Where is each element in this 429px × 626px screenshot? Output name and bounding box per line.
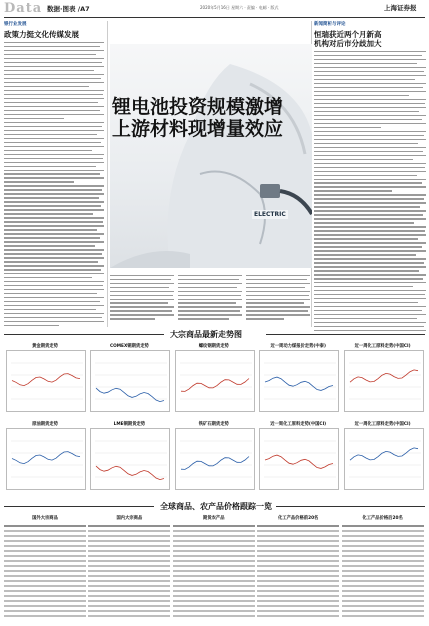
table-row — [4, 590, 86, 592]
table-row — [173, 540, 255, 542]
table-row — [342, 595, 424, 597]
car-charging-illustration — [110, 44, 312, 268]
chart-line-graphic — [345, 351, 423, 411]
table-row — [342, 585, 424, 587]
table-row — [173, 590, 255, 592]
table-row — [257, 545, 339, 547]
table-row — [4, 575, 86, 577]
table-row — [4, 530, 86, 532]
main-headline-line2: 上游材料现增量效应 — [112, 118, 284, 140]
table-row — [257, 615, 339, 617]
commodity-banner — [4, 329, 425, 341]
chart-title: 近一周化工原料走势(中国CI) — [270, 422, 327, 427]
table-row — [257, 555, 339, 557]
chart-line-graphic — [345, 429, 423, 489]
table-row — [88, 535, 170, 537]
chart-title: LME铜期货走势 — [113, 422, 146, 427]
table-row — [88, 605, 170, 607]
table-row — [257, 535, 339, 537]
right-kicker: 新闻简析与评论 — [314, 22, 346, 27]
electric-car-photo — [110, 44, 312, 268]
table-row — [4, 605, 86, 607]
table-row — [173, 610, 255, 612]
table-row — [88, 610, 170, 612]
table-row — [4, 585, 86, 587]
table-row — [342, 550, 424, 552]
table-header-row — [257, 525, 339, 527]
table-title: 化工产品价格后20名 — [362, 516, 403, 521]
commodity-banner-title: 大宗商品最新走势图 — [170, 330, 242, 339]
table-row — [4, 570, 86, 572]
table-header-row — [88, 525, 170, 527]
price-trend-line — [265, 455, 333, 468]
chart-plot-area — [344, 428, 424, 490]
commodity-chart — [173, 421, 255, 497]
table-title: 国内大宗商品 — [116, 516, 143, 521]
table-title: 国外大宗商品 — [32, 516, 58, 521]
table-row — [4, 595, 86, 597]
section-label: 数据·图表 /A7 — [47, 5, 90, 13]
table-row — [173, 585, 255, 587]
chart-line-graphic — [176, 351, 254, 411]
table-row — [173, 555, 255, 557]
commodity-chart — [173, 343, 255, 419]
table-row — [257, 565, 339, 567]
table-row — [257, 530, 339, 532]
table-row — [257, 590, 339, 592]
chart-title: 近一周化工原料走势(中国CI) — [354, 344, 411, 349]
table-row — [342, 545, 424, 547]
table-row — [88, 545, 170, 547]
chart-title: COMEX铜期货走势 — [109, 344, 149, 349]
price-trend-line — [96, 388, 164, 402]
table-row — [88, 585, 170, 587]
left-body-text — [4, 42, 104, 326]
table-row — [173, 575, 255, 577]
right-body-text — [314, 51, 426, 335]
commodity-chart — [342, 421, 424, 497]
table-row — [173, 530, 255, 532]
chart-title: 铁矿石期货走势 — [198, 422, 229, 427]
table-row — [257, 570, 339, 572]
main-body-col1 — [110, 272, 174, 320]
chart-plot-area — [259, 428, 339, 490]
table-row — [257, 560, 339, 562]
page-header — [0, 0, 429, 16]
table-row — [88, 560, 170, 562]
chart-title: 近一周动力煤报价走势(中泰) — [270, 344, 326, 349]
car-lettering: ELECTRIC — [254, 211, 286, 218]
table-row — [4, 600, 86, 602]
price-table — [173, 515, 255, 621]
table-header-row — [173, 525, 255, 527]
table-row — [173, 595, 255, 597]
table-row — [257, 600, 339, 602]
table-row — [257, 585, 339, 587]
table-row — [173, 550, 255, 552]
left-headline: 政策力挺文化传媒发展 — [4, 30, 79, 39]
table-row — [4, 540, 86, 542]
table-row — [88, 600, 170, 602]
table-header-row — [4, 525, 86, 527]
table-row — [173, 570, 255, 572]
table-row — [257, 540, 339, 542]
table-row — [88, 550, 170, 552]
section-brand-word: Data — [4, 1, 43, 16]
price-trend-line — [12, 452, 80, 464]
table-row — [342, 565, 424, 567]
table-row — [88, 530, 170, 532]
chart-title: 近一周化工原料走势(中国CI) — [354, 422, 411, 427]
table-row — [173, 615, 255, 617]
chart-title: 螺纹钢期货走势 — [198, 344, 229, 349]
table-header-row — [342, 525, 424, 527]
commodity-chart — [342, 343, 424, 419]
table-row — [342, 590, 424, 592]
global-prices-title: 全球商品、农产品价格跟踪一览 — [160, 502, 272, 511]
table-rows — [342, 522, 424, 617]
left-column — [4, 21, 104, 326]
price-table — [4, 515, 86, 621]
chart-title: 原油期货走势 — [32, 422, 58, 427]
chart-plot-area — [90, 428, 170, 490]
price-tables — [4, 515, 425, 623]
price-trend-line — [181, 379, 249, 392]
table-title: 期货农产品 — [203, 516, 225, 521]
global-prices-banner — [4, 501, 425, 513]
table-rows — [257, 522, 339, 617]
chart-line-graphic — [91, 429, 169, 489]
table-row — [342, 610, 424, 612]
commodity-charts — [4, 343, 425, 499]
price-trend-line — [350, 448, 418, 460]
table-row — [257, 595, 339, 597]
chart-line-graphic — [7, 351, 85, 411]
table-row — [173, 545, 255, 547]
table-row — [173, 605, 255, 607]
table-row — [342, 580, 424, 582]
table-row — [4, 580, 86, 582]
price-trend-line — [96, 466, 164, 480]
table-row — [342, 575, 424, 577]
table-row — [257, 550, 339, 552]
table-row — [342, 615, 424, 617]
table-row — [257, 575, 339, 577]
table-row — [4, 555, 86, 557]
chart-title: 黄金期货走势 — [32, 344, 58, 349]
chart-plot-area — [6, 350, 86, 412]
table-row — [173, 535, 255, 537]
table-row — [342, 570, 424, 572]
table-row — [88, 590, 170, 592]
table-title: 化工产品价格前20名 — [278, 516, 319, 521]
issue-line: 2020年5月16日 星期六 · 责编 · 电邮 · 版式 — [200, 5, 279, 10]
table-row — [4, 610, 86, 612]
table-row — [88, 595, 170, 597]
price-trend-line — [12, 374, 80, 386]
table-row — [88, 575, 170, 577]
chart-line-graphic — [260, 429, 338, 489]
main-headline-line1: 锂电池投资规模激增 — [112, 96, 284, 118]
chart-plot-area — [344, 350, 424, 412]
price-trend-line — [350, 370, 418, 382]
price-table — [342, 515, 424, 621]
table-rows — [4, 522, 86, 617]
chart-line-graphic — [91, 351, 169, 411]
commodity-chart — [257, 421, 339, 497]
table-row — [88, 570, 170, 572]
right-column — [314, 21, 426, 335]
commodity-chart — [4, 343, 86, 419]
table-row — [88, 555, 170, 557]
table-row — [88, 540, 170, 542]
table-rows — [88, 522, 170, 617]
chart-plot-area — [90, 350, 170, 412]
table-row — [4, 535, 86, 537]
commodity-chart — [88, 343, 170, 419]
table-row — [342, 535, 424, 537]
chart-plot-area — [259, 350, 339, 412]
price-trend-line — [265, 377, 333, 390]
commodity-chart — [257, 343, 339, 419]
price-trend-line — [181, 457, 249, 470]
table-row — [4, 550, 86, 552]
chart-plot-area — [6, 428, 86, 490]
price-table — [257, 515, 339, 621]
table-row — [342, 530, 424, 532]
commodity-chart — [4, 421, 86, 497]
chart-line-graphic — [7, 429, 85, 489]
table-row — [257, 580, 339, 582]
table-row — [342, 600, 424, 602]
table-row — [173, 560, 255, 562]
table-row — [342, 555, 424, 557]
column-divider — [107, 21, 108, 327]
table-row — [88, 565, 170, 567]
main-headline — [112, 96, 283, 140]
table-rows — [173, 522, 255, 617]
table-row — [342, 560, 424, 562]
table-row — [257, 605, 339, 607]
header-divider — [4, 17, 425, 18]
table-row — [4, 545, 86, 547]
right-headline: 恒瑞获近两个月新高 机构对后市分歧加大 — [314, 30, 382, 48]
chart-line-graphic — [176, 429, 254, 489]
main-body-col3 — [246, 272, 310, 320]
table-row — [88, 615, 170, 617]
chart-line-graphic — [260, 351, 338, 411]
table-row — [4, 565, 86, 567]
newspaper-name: 上海证券报 — [384, 4, 417, 12]
table-row — [342, 605, 424, 607]
table-row — [88, 580, 170, 582]
chart-plot-area — [175, 350, 255, 412]
table-row — [342, 540, 424, 542]
table-row — [4, 560, 86, 562]
table-row — [173, 565, 255, 567]
table-row — [173, 580, 255, 582]
table-row — [257, 610, 339, 612]
main-body-col2 — [178, 272, 242, 320]
left-kicker: 银行业发展 — [4, 22, 27, 27]
table-row — [173, 600, 255, 602]
table-row — [4, 615, 86, 617]
chart-plot-area — [175, 428, 255, 490]
commodity-chart — [88, 421, 170, 497]
price-table — [88, 515, 170, 621]
